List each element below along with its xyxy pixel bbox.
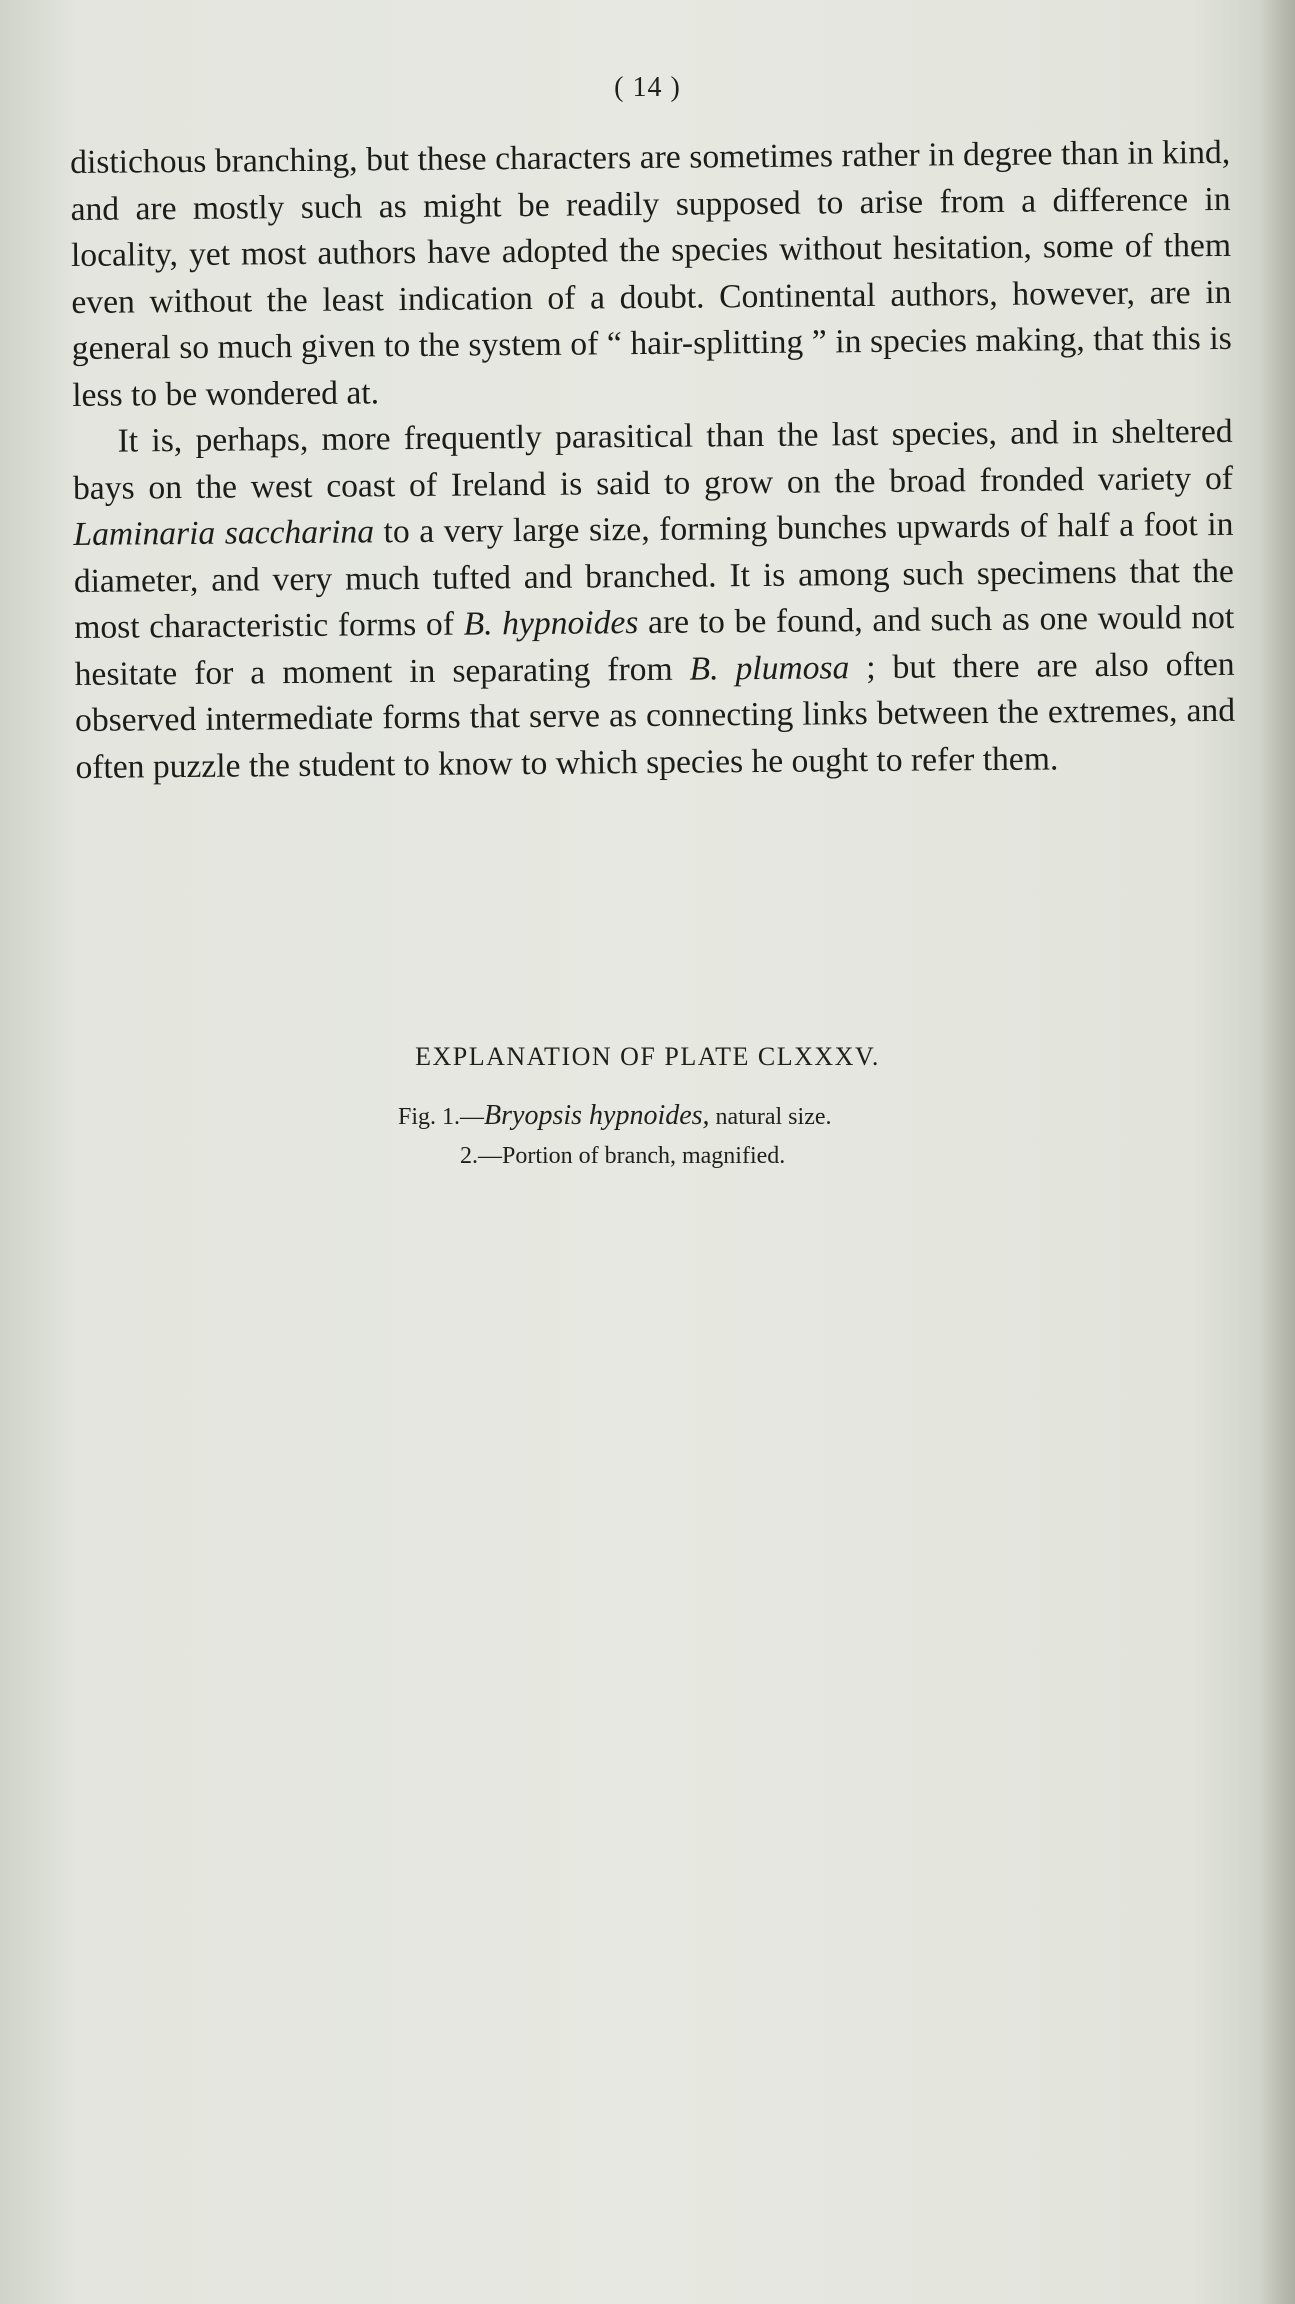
plate-heading: EXPLANATION OF PLATE CLXXXV. [415, 1042, 880, 1071]
figure-1-species: Bryopsis hypnoides, [484, 1100, 710, 1131]
species-b-hypnoides: B. hypnoides [463, 604, 639, 643]
body-text [70, 130, 1236, 791]
paragraph-2 [72, 409, 1235, 791]
page-number: ( 14 ) [614, 72, 681, 103]
paragraph-2-part-3: are to be found, and such as one would not hesitate for a moment in separating from [74, 598, 1235, 693]
figure-1-suffix: natural size. [709, 1104, 832, 1130]
paragraph-2-part-4: ; but there are also often observed intermediate forms that serve as connecting links between the extremes, and often puzzle the student to know to which species he ought to refer them. [74, 645, 1236, 786]
figure-1-prefix: Fig. 1.— [398, 1104, 485, 1130]
figure-1-caption [398, 1100, 832, 1132]
paragraph-2-part-2: to a very large size, forming bunches upwards of half a foot in diameter, and very much tufted and branched. It is among such specimens that the most characteristic forms of [73, 505, 1234, 646]
figure-2-caption: 2.—Portion of branch, magnified. [460, 1143, 786, 1169]
paragraph-1: distichous branching, but these characters are sometimes rather in degree than in kind, and are mostly such as might be readily supposed to arise from a difference in locality, yet most authors have adopted the species without hesitation, some of them even without the least indication of a doubt. Continental authors, however, are in general so much given to the system of “ hair-splitting ” in species making, that this is less to be wondered at. [70, 133, 1232, 414]
paragraph-2-part-1: It is, perhaps, more frequently parasitical than the last species, and in sheltered bays on the west coast of Ireland is said to grow on the broad fronded variety of [72, 412, 1234, 507]
page-edge-shadow [1259, 0, 1295, 2304]
species-b-plumosa: B. plumosa [689, 648, 850, 688]
species-laminaria-saccharina: Laminaria saccharina [73, 513, 375, 553]
